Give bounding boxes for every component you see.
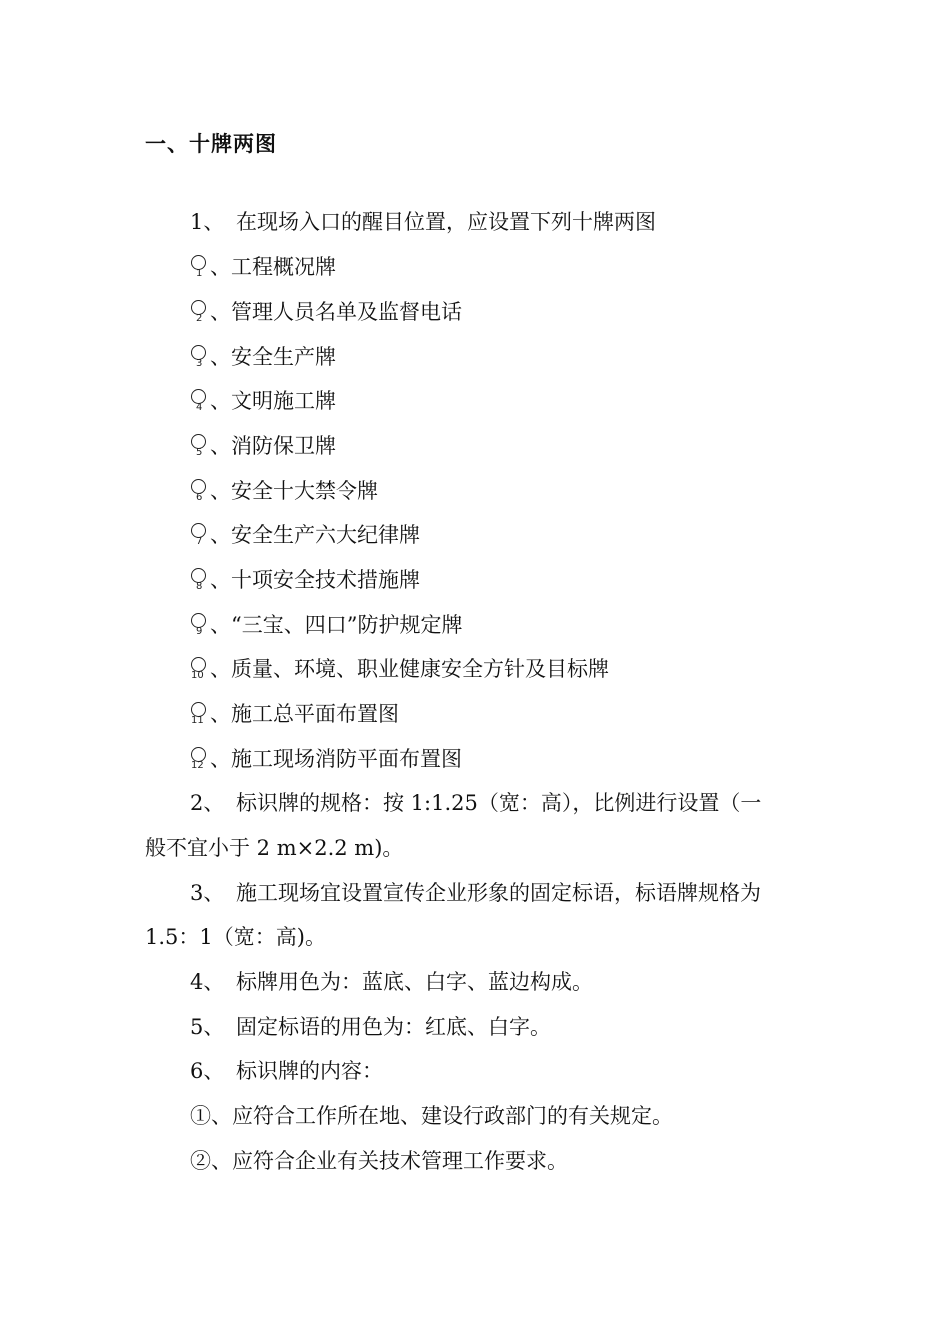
sign-list-item bbox=[190, 744, 462, 774]
item-4-number: 4、 bbox=[190, 970, 225, 994]
item-4-text: 标牌用色为：蓝底、白字、蓝边构成。 bbox=[236, 970, 593, 994]
circled-number-marker: 6 bbox=[190, 479, 210, 501]
item-3-number: 3、 bbox=[190, 881, 225, 905]
content-item: ②、应符合企业有关技术管理工作要求。 bbox=[190, 1149, 568, 1173]
sign-name: 、工程概况牌 bbox=[210, 255, 336, 279]
item-2 bbox=[190, 788, 761, 818]
circled-number-marker: 4 bbox=[190, 389, 210, 411]
sign-list-item bbox=[190, 386, 336, 416]
circled-number-marker: 8 bbox=[190, 568, 210, 590]
circled-number-marker: 7 bbox=[190, 523, 210, 545]
sign-list-item bbox=[190, 699, 399, 729]
sign-list-item bbox=[190, 654, 609, 684]
item-5-number: 5、 bbox=[190, 1015, 225, 1039]
circled-number-marker: 1 bbox=[190, 255, 210, 277]
sign-name: 、文明施工牌 bbox=[210, 389, 336, 413]
sign-list-item bbox=[190, 610, 462, 640]
item-2-text: 标识牌的规格：按 1:1.25（宽：高），比例进行设置（一 bbox=[236, 791, 762, 815]
item-1 bbox=[190, 207, 656, 237]
section-heading: 一、十牌两图 bbox=[145, 132, 277, 156]
sign-name: 、管理人员名单及监督电话 bbox=[210, 300, 462, 324]
sign-name: 、安全十大禁令牌 bbox=[210, 479, 378, 503]
sign-name: 、“三宝、四口”防护规定牌 bbox=[210, 613, 463, 637]
item-3-text: 施工现场宜设置宣传企业形象的固定标语，标语牌规格为 bbox=[236, 881, 761, 905]
item-6-number: 6、 bbox=[190, 1059, 225, 1083]
sign-name: 、消防保卫牌 bbox=[210, 434, 336, 458]
sign-list-item bbox=[190, 252, 336, 282]
sign-list-item bbox=[190, 520, 420, 550]
sign-name: 、施工现场消防平面布置图 bbox=[210, 747, 462, 771]
sign-name: 、安全生产六大纪律牌 bbox=[210, 523, 420, 547]
sign-name: 、施工总平面布置图 bbox=[210, 702, 399, 726]
sign-list-item bbox=[190, 476, 378, 506]
sign-list-item bbox=[190, 342, 336, 372]
sign-list-item bbox=[190, 297, 462, 327]
content-item: ①、应符合工作所在地、建设行政部门的有关规定。 bbox=[190, 1104, 673, 1128]
item-1-text: 在现场入口的醒目位置，应设置下列十牌两图 bbox=[236, 210, 656, 234]
circled-number-marker: 3 bbox=[190, 345, 210, 367]
item-4 bbox=[190, 967, 593, 997]
item-2-continuation: 般不宜小于 2 m×2.2 m)。 bbox=[145, 836, 404, 860]
sign-name: 、安全生产牌 bbox=[210, 345, 336, 369]
circled-number-marker: 2 bbox=[190, 300, 210, 322]
circled-number-marker: 9 bbox=[190, 613, 210, 635]
circled-number-marker: 11 bbox=[190, 702, 210, 724]
circled-number-marker: 10 bbox=[190, 657, 210, 679]
sign-list-item bbox=[190, 565, 420, 595]
item-3-continuation: 1.5：1（宽：高)。 bbox=[145, 925, 326, 949]
item-6-text: 标识牌的内容： bbox=[236, 1059, 383, 1083]
item-6 bbox=[190, 1056, 383, 1086]
item-3 bbox=[190, 878, 761, 908]
sign-list-item bbox=[190, 431, 336, 461]
circled-number-marker: 5 bbox=[190, 434, 210, 456]
sign-name: 、质量、环境、职业健康安全方针及目标牌 bbox=[210, 657, 609, 681]
item-2-number: 2、 bbox=[190, 791, 225, 815]
item-1-number: 1、 bbox=[190, 210, 225, 234]
item-5-text: 固定标语的用色为：红底、白字。 bbox=[236, 1015, 551, 1039]
circled-number-marker: 12 bbox=[190, 747, 210, 769]
sign-name: 、十项安全技术措施牌 bbox=[210, 568, 420, 592]
item-5 bbox=[190, 1012, 551, 1042]
